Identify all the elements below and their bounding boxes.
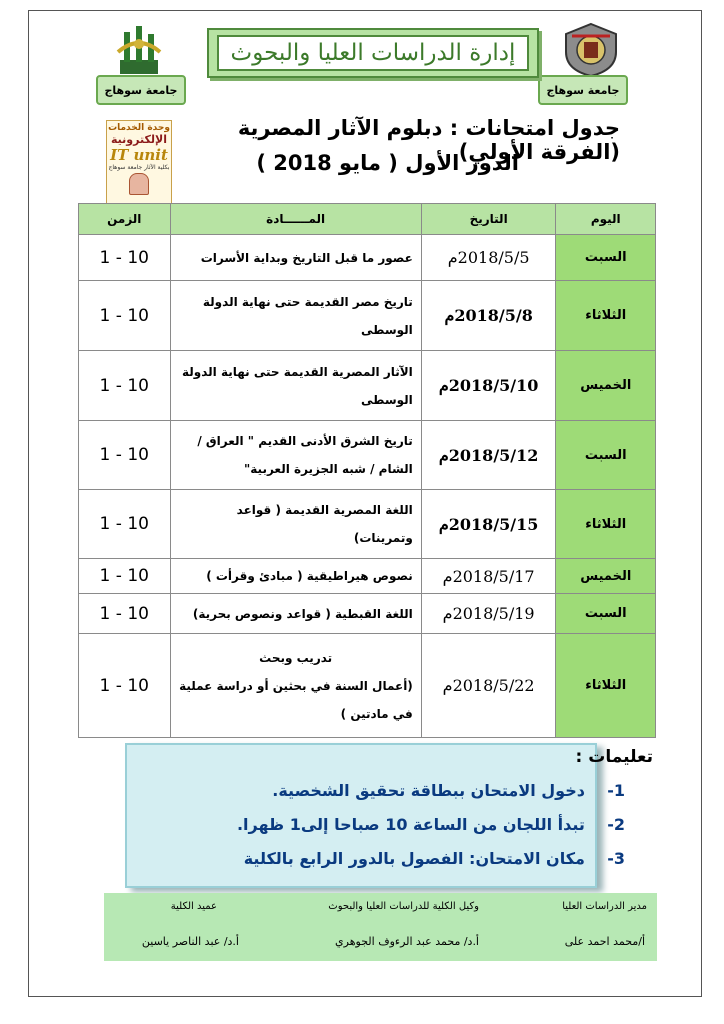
header-day: اليوم (556, 204, 656, 235)
cell-day: الخميس (556, 351, 656, 421)
university-logo-left (110, 22, 168, 78)
cell-time: 10 - 1 (79, 490, 171, 559)
cell-subject (170, 634, 421, 738)
cell-date: 2018/5/8م (421, 281, 556, 351)
page-subtitle: الدور الأول ( مايو 2018 ) (256, 151, 519, 175)
university-badge-right: جامعة سوهاج (538, 75, 628, 105)
cell-subject: اللغة القبطية ( قواعد ونصوص بحرية) (170, 594, 421, 634)
table-header-row (79, 204, 656, 235)
signature-name: أ.د/ محمد عبد الرءوف الجوهري (335, 935, 479, 948)
subject-line1: تدريب وبحث (259, 650, 333, 665)
cell-date: 2018/5/15م (421, 490, 556, 559)
signatures-box (104, 893, 657, 961)
university-logo-right (562, 22, 620, 78)
cell-subject: عصور ما قبل التاريخ وبداية الأسرات (170, 235, 421, 281)
university-badge-left: جامعة سوهاج (96, 75, 186, 105)
cell-subject: نصوص هيراطيقية ( مبادئ وقرأت ) (170, 559, 421, 594)
instruction-text: دخول الامتحان ببطاقة تحقيق الشخصية. (272, 781, 585, 800)
cell-day: السبت (556, 594, 656, 634)
cell-date: 2018/5/19م (421, 594, 556, 634)
instruction-number: 3- (607, 849, 625, 868)
instructions-box (125, 743, 653, 888)
instruction-text: تبدأ اللجان من الساعة 10 صباحا إلى1 ظهرا. (236, 815, 585, 834)
cell-date: 2018/5/22م (421, 634, 556, 738)
cell-subject: تاريخ الشرق الأدنى القديم " العراق / الشام / شبه الجزيرة العربية" (170, 421, 421, 490)
table-row (79, 490, 656, 559)
table-row (79, 559, 656, 594)
it-unit-logo (106, 120, 172, 214)
table-row (79, 281, 656, 351)
signature-name: أ.د/ عبد الناصر ياسين (141, 935, 239, 948)
instruction-item (237, 815, 625, 834)
cell-date: 2018/5/10م (421, 351, 556, 421)
banner-text: إدارة الدراسات العليا والبحوث (217, 35, 529, 71)
it-logo-line2: الإلكترونية (111, 133, 167, 146)
cell-day: الثلاثاء (556, 634, 656, 738)
person-icon (129, 173, 149, 195)
cell-time: 10 - 1 (79, 594, 171, 634)
cell-date: 2018/5/12م (421, 421, 556, 490)
cell-time: 10 - 1 (79, 634, 171, 738)
it-logo-line3: IT unit (110, 146, 168, 164)
cell-date: 2018/5/17م (421, 559, 556, 594)
cell-subject: تاريخ مصر القديمة حتى نهاية الدولة الوسطى (170, 281, 421, 351)
cell-time: 10 - 1 (79, 421, 171, 490)
cell-time: 10 - 1 (79, 559, 171, 594)
cell-day: السبت (556, 235, 656, 281)
instruction-number: 1- (607, 781, 625, 800)
it-logo-line4: بكلية الآثار جامعة سوهاج (108, 164, 170, 171)
subject-line2: (أعمال السنة في بحثين أو دراسة عملية في مادتين ) (179, 678, 413, 721)
cell-subject: اللغة المصرية القديمة ( قواعد وتمرينات) (170, 490, 421, 559)
cell-subject: الآثار المصرية القديمة حتى نهاية الدولة الوسطى (170, 351, 421, 421)
cell-time: 10 - 1 (79, 351, 171, 421)
header-time: الزمن (79, 204, 171, 235)
it-logo-line1: وحدة الخدمات (108, 123, 170, 133)
signature-title: عميد الكلية (170, 901, 217, 912)
table-row (79, 351, 656, 421)
instruction-text: مكان الامتحان: الفصول بالدور الرابع بالكلية (243, 849, 585, 868)
page-title: جدول امتحانات : دبلوم الآثار المصرية (الفرقة الأولي) (237, 116, 620, 164)
instructions-heading: تعليمات : (575, 747, 653, 767)
table-row (79, 421, 656, 490)
cell-day: الثلاثاء (556, 281, 656, 351)
table-row (79, 594, 656, 634)
signature-title: مدير الدراسات العليا (562, 901, 647, 912)
instruction-number: 2- (607, 815, 625, 834)
cell-day: الخميس (556, 559, 656, 594)
table-row (79, 634, 656, 738)
cell-time: 10 - 1 (79, 281, 171, 351)
exam-schedule-table (78, 203, 656, 738)
cell-date: 2018/5/5م (421, 235, 556, 281)
header-date: التاريخ (421, 204, 556, 235)
table-row (79, 235, 656, 281)
header-subject: المــــــادة (170, 204, 421, 235)
instruction-item (244, 849, 625, 868)
instruction-item (272, 781, 625, 800)
cell-day: السبت (556, 421, 656, 490)
cell-day: الثلاثاء (556, 490, 656, 559)
department-banner (207, 28, 539, 78)
cell-time: 10 - 1 (79, 235, 171, 281)
signature-title: وكيل الكلية للدراسات العليا والبحوث (328, 901, 479, 912)
signature-name: أ/محمد احمد على (564, 935, 645, 948)
